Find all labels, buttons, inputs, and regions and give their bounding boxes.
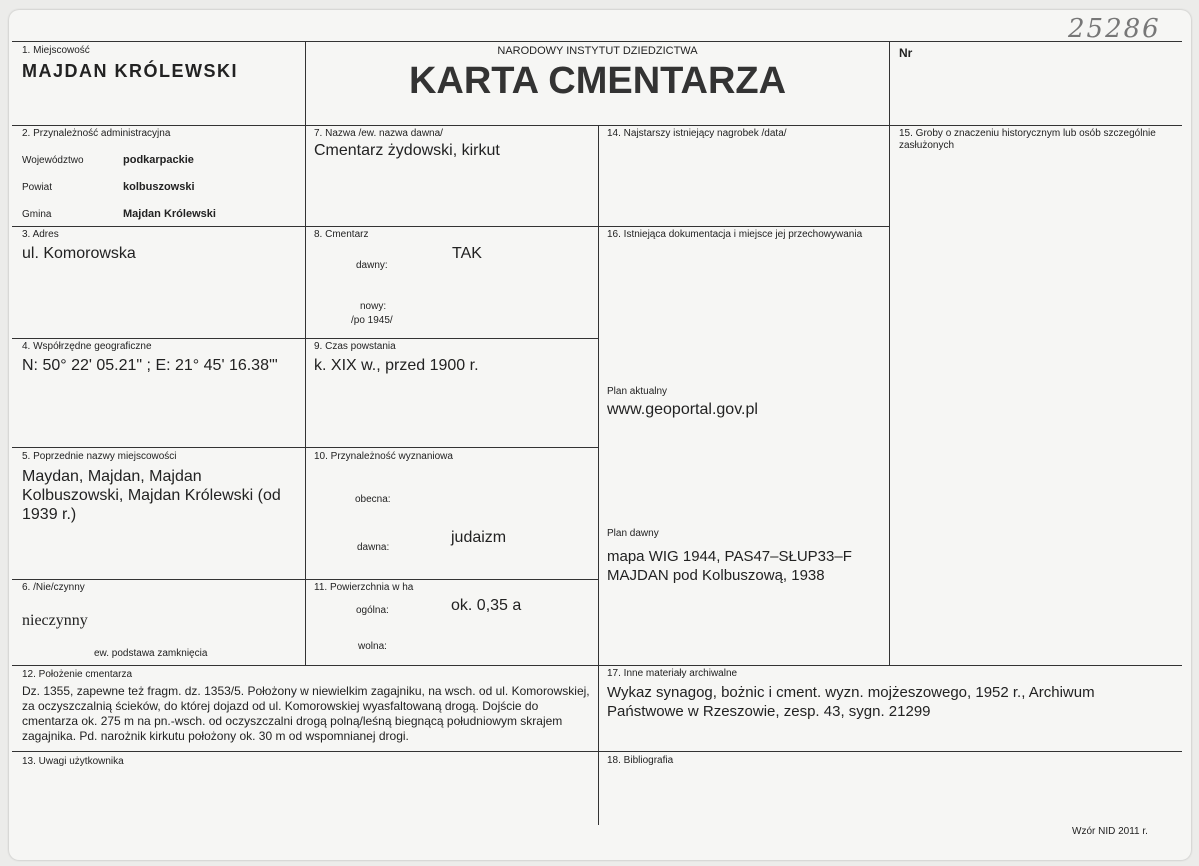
dawny-label: dawny: [356, 260, 388, 271]
dawna-value: judaizm [451, 529, 507, 546]
field-12-value: Dz. 1355, zapewne też fragm. dz. 1353/5. Położony w niewielkim zagajniku, na wsch. od ul. Komorowskiej, za oczyszczalnią ścieków, do której dojazd od ul. Komorowskiej wyasfaltowaną drogą. Dojście do cmentarza ok. 275 m na pn.-wsch. od oczyszczalni drogą polną/leśną biegnącą południowym skrajem zagajnika. Pd. narożnik kirkutu położony ok. 30 m od wspomnianej drogi. [22, 684, 590, 743]
template-version: Wzór NID 2011 r. [1072, 826, 1148, 837]
gmina-value: Majdan Królewski [123, 208, 216, 220]
wojewodztwo-value: podkarpackie [123, 154, 194, 166]
grid-line [12, 751, 1182, 752]
plan-dawny-label: Plan dawny [607, 528, 659, 539]
field-4-value: N: 50° 22' 05.21" ; E: 21° 45' 16.38'" [22, 357, 278, 374]
field-6-label: 6. /Nie/czynny [22, 582, 85, 593]
grid-line [598, 125, 599, 825]
field-9-label: 9. Czas powstania [314, 341, 396, 352]
field-13-label: 13. Uwagi użytkownika [22, 756, 124, 767]
gmina-label: Gmina [22, 209, 52, 220]
page-title: KARTA CMENTARZA [408, 60, 787, 102]
field-12-label: 12. Położenie cmentarza [22, 669, 133, 680]
field-17-label: 17. Inne materiały archiwalne [607, 668, 738, 679]
dawny-value: TAK [452, 245, 482, 262]
field-9-value: k. XIX w., przed 1900 r. [314, 357, 479, 374]
handwritten-number: 25286 [1068, 14, 1161, 44]
institute-name: NARODOWY INSTYTUT DZIEDZICTWA [497, 45, 698, 57]
wojewodztwo-label: Województwo [22, 155, 84, 166]
grid-line [12, 125, 1182, 126]
field-6-note: ew. podstawa zamknięcia [94, 648, 208, 659]
field-7-label: 7. Nazwa /ew. nazwa dawna/ [314, 128, 443, 139]
field-7-value: Cmentarz żydowski, kirkut [314, 142, 500, 159]
plan-dawny-value: mapa WIG 1944, PAS47–SŁUP33–F MAJDAN pod Kolbuszową, 1938 [607, 548, 852, 584]
field-16-label: 16. Istniejąca dokumentacja i miejsce jej przechowywania [607, 229, 863, 240]
field-3-label: 3. Adres [22, 229, 59, 240]
field-8-label: 8. Cmentarz [314, 229, 369, 240]
dawna-label: dawna: [357, 542, 390, 553]
field-14-label: 14. Najstarszy istniejący nagrobek /data/ [607, 128, 787, 139]
field-17-value: Wykaz synagog, bożnic i cment. wyzn. mojżeszowego, 1952 r., Archiwum Państwowe w Rzeszowie, zesp. 43, sygn. 21299 [607, 684, 1095, 720]
field-3-value: ul. Komorowska [22, 245, 136, 262]
field-11-label: 11. Powierzchnia w ha [314, 582, 414, 593]
field-18-label: 18. Bibliografia [607, 755, 674, 766]
grid-line [12, 665, 1182, 666]
obecna-label: obecna: [355, 494, 391, 505]
field-10-label: 10. Przynależność wyznaniowa [314, 451, 453, 462]
plan-aktualny-value: www.geoportal.gov.pl [607, 401, 758, 418]
nowy-sub: /po 1945/ [351, 315, 393, 326]
field-6-value: nieczynny [22, 612, 88, 629]
ogolna-label: ogólna: [356, 605, 389, 616]
grid-line [305, 41, 306, 665]
field-5-label: 5. Poprzednie nazwy miejscowości [22, 451, 177, 462]
field-15-label: 15. Groby o znaczeniu historycznym lub osób szczególnie zasłużonych [899, 128, 1156, 151]
grid-line [12, 226, 890, 227]
grid-line [12, 41, 1182, 42]
field-2-label: 2. Przynależność administracyjna [22, 128, 171, 139]
field-4-label: 4. Współrzędne geograficzne [22, 341, 152, 352]
nowy-label: nowy: [360, 301, 387, 312]
plan-aktualny-label: Plan aktualny [607, 386, 668, 397]
powiat-value: kolbuszowski [123, 181, 195, 193]
wolna-label: wolna: [358, 641, 387, 652]
grid-line [889, 41, 890, 665]
field-5-value: Maydan, Majdan, Majdan Kolbuszowski, Majdan Królewski (od 1939 r.) [22, 468, 281, 523]
powiat-label: Powiat [22, 182, 53, 193]
nr-label: Nr [899, 46, 913, 60]
field-1-label: 1. Miejscowość [22, 45, 90, 56]
field-1-value: MAJDAN KRÓLEWSKI [22, 61, 238, 81]
ogolna-value: ok. 0,35 a [451, 597, 522, 614]
